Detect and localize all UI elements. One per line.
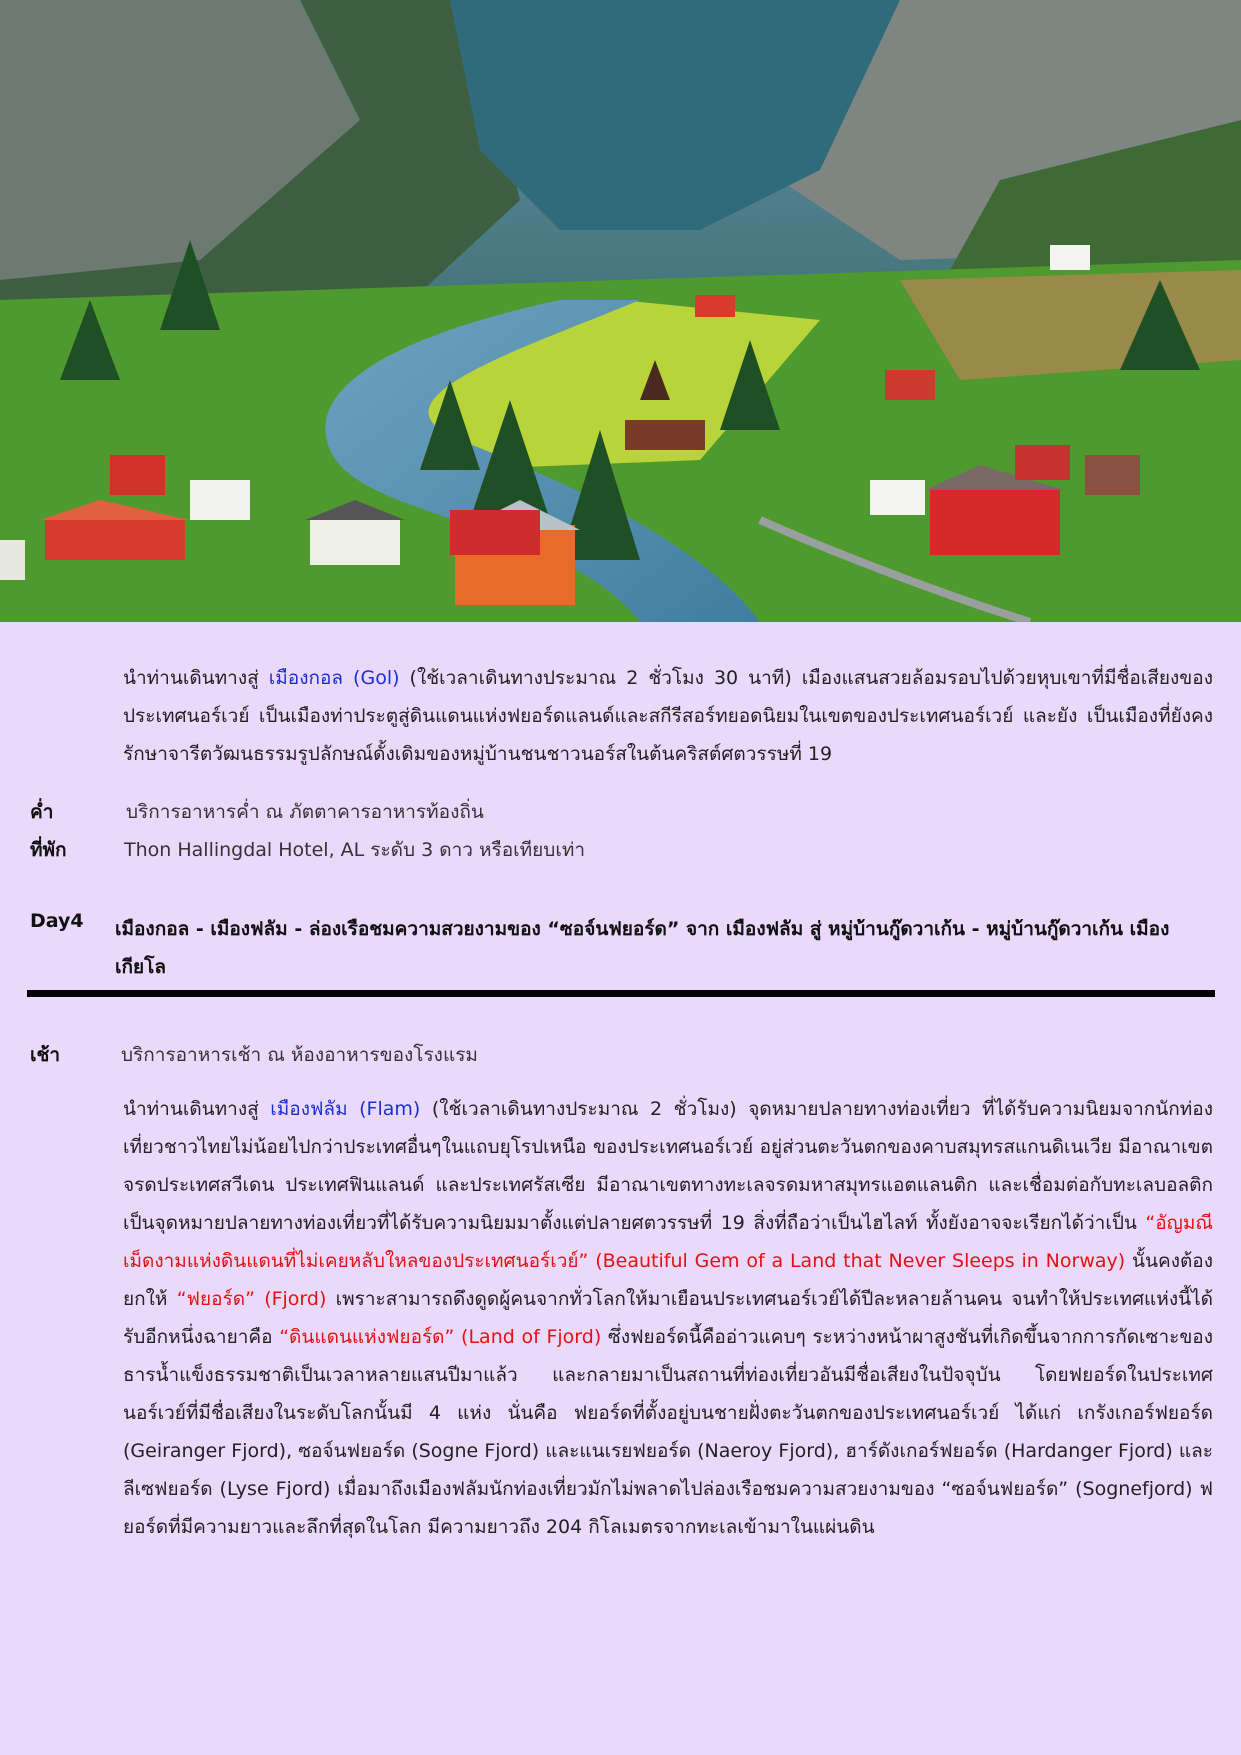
intro-paragraph xyxy=(123,659,1213,773)
day4-label: Day4 xyxy=(30,910,84,932)
valley-landscape-image xyxy=(0,0,1241,622)
breakfast-label: เช้า xyxy=(30,1044,61,1066)
flam-text-4: ซึ่งฟยอร์ดนี้คืออ่าวแคบๆ ระหว่างหน้าผาสูงชันที่เกิดขึ้นจากการกัดเซาะของธารน้ำแข็งธรรมชาติเป็นเวลาหลายแสนปีมาแล้ว และกลายมาเป็นสถานที่ท่องเที่ยวอันมีชื่อเสียงในปัจจุบัน โดยฟยอร์ดในประเทศนอร์เวย์ที่มีชื่อเสียงในระดับโลกนั้นมี 4 แห่ง นั่นคือ ฟยอร์ดที่ตั้งอยู่บนชายฝั่งตะวันตกของประเทศนอร์เวย์ ได้แก่ เกรังเกอร์ฟยอร์ด (Geiranger Fjord), ซอจ์นฟยอร์ด (Sogne Fjord) และแนเรยฟยอร์ด (Naeroy Fjord), ฮาร์ดังเกอร์ฟยอร์ด (Hardanger Fjord) และลีเซฟยอร์ด (Lyse Fjord) เมื่อมาถึงเมืองฟลัมนักท่องเที่ยวมักไม่พลาดไปล่องเรือชมความสวยงามของ “ซอจ์นฟยอร์ด” (Sognefjord) ฟยอร์ดที่มีความยาวและลึกที่สุดในโลก มีความยาวถึง 204 กิโลเมตรจากทะเลเข้ามาในแผ่นดิน xyxy=(123,1326,1213,1538)
flam-highlight-fjord-english: (Fjord) xyxy=(254,1288,327,1310)
flam-highlight-land-english: (Land of Fjord) xyxy=(454,1326,602,1348)
flam-highlight-gem-thai: “อัญมณีเม็ดงามแห่งดินแดนที่ไม่เคยหลับใหลของประเทศนอร์เวย์” xyxy=(123,1212,1213,1272)
hotel-label: ที่พัก xyxy=(30,839,67,861)
flam-text-3: เพราะสามารถดึงดูดผู้คนจากทั่วโลกให้มาเยือนประเทศนอร์เวย์ได้ปีละหลายล้านคน จนทำให้ประเทศแห่งนี้ได้รับอีกหนึ่งฉายาคือ xyxy=(123,1288,1213,1348)
section-divider xyxy=(27,990,1215,997)
dinner-value: บริการอาหารค่ำ ณ ภัตตาคารอาหารท้องถิ่น xyxy=(126,801,484,823)
intro-description: (ใช้เวลาเดินทางประมาณ 2 ชั่วโมง 30 นาที) เมืองแสนสวยล้อมรอบไปด้วยหุบเขาที่มีชื่อเสียงของประเทศนอร์เวย์ เป็นเมืองท่าประตูสู่ดินแดนแห่งฟยอร์ดแลนด์และสกีรีสอร์ทยอดนิยมในเขตของประเทศนอร์เวย์ และยัง เป็นเมืองที่ยังคงรักษาจารีตวัฒนธรรมรูปลักษณ์ดั้งเดิมของหมู่บ้านชนชาวนอร์สในต้นคริสต์ศตวรรษที่ 19 xyxy=(123,667,1213,765)
flam-paragraph xyxy=(123,1090,1213,1546)
hotel-value: Thon Hallingdal Hotel, AL ระดับ 3 ดาว หรือเทียบเท่า xyxy=(124,839,586,861)
flam-place-name: เมืองฟลัม (Flam) xyxy=(270,1098,421,1120)
intro-prefix: นำท่านเดินทางสู่ xyxy=(123,667,269,689)
flam-highlight-gem-english: (Beautiful Gem of a Land that Never Sleeps in Norway) xyxy=(588,1250,1126,1272)
hero-photo xyxy=(0,0,1241,622)
flam-prefix: นำท่านเดินทางสู่ xyxy=(123,1098,271,1120)
flam-highlight-land-thai: “ดินแดนแห่งฟยอร์ด” xyxy=(279,1326,455,1348)
flam-text-2: นั้นคงต้องยกให้ xyxy=(123,1250,1213,1310)
gol-place-name: เมืองกอล (Gol) xyxy=(268,667,400,689)
day4-title: เมืองกอล - เมืองฟลัม - ล่องเรือชมความสวยงามของ “ซอจ์นฟยอร์ด” จาก เมืองฟลัม สู่ หมู่บ้านกู๊ดวาเก้น - หมู่บ้านกู๊ดวาเก้น เมืองเกียโล xyxy=(115,918,1170,978)
dinner-label: ค่ำ xyxy=(30,801,54,823)
breakfast-value: บริการอาหารเช้า ณ ห้องอาหารของโรงแรม xyxy=(121,1044,478,1066)
flam-text-1: (ใช้เวลาเดินทางประมาณ 2 ชั่วโมง) จุดหมายปลายทางท่องเที่ยว ที่ได้รับความนิยมจากนักท่องเที่ยวชาวไทยไม่น้อยไปกว่าประเทศอื่นๆในแถบยุโรปเหนือ ของประเทศนอร์เวย์ อยู่ส่วนตะวันตกของคาบสมุทรสแกนดิเนเวีย มีอาณาเขตจรดประเทศสวีเดน ประเทศฟินแลนด์ และประเทศรัสเซีย มีอาณาเขตทางทะเลจรดมหาสมุทรแอตแลนติก และเชื่อมต่อกับทะเลบอลติก เป็นจุดหมายปลายทางท่องเที่ยวที่ได้รับความนิยมมาตั้งแต่ปลายศตวรรษที่ 19 สิ่งที่ถือว่าเป็นไฮไลท์ ทั้งยังอาจจะเรียกได้ว่าเป็น xyxy=(123,1098,1213,1234)
flam-highlight-fjord-thai: “ฟยอร์ด” xyxy=(176,1288,255,1310)
